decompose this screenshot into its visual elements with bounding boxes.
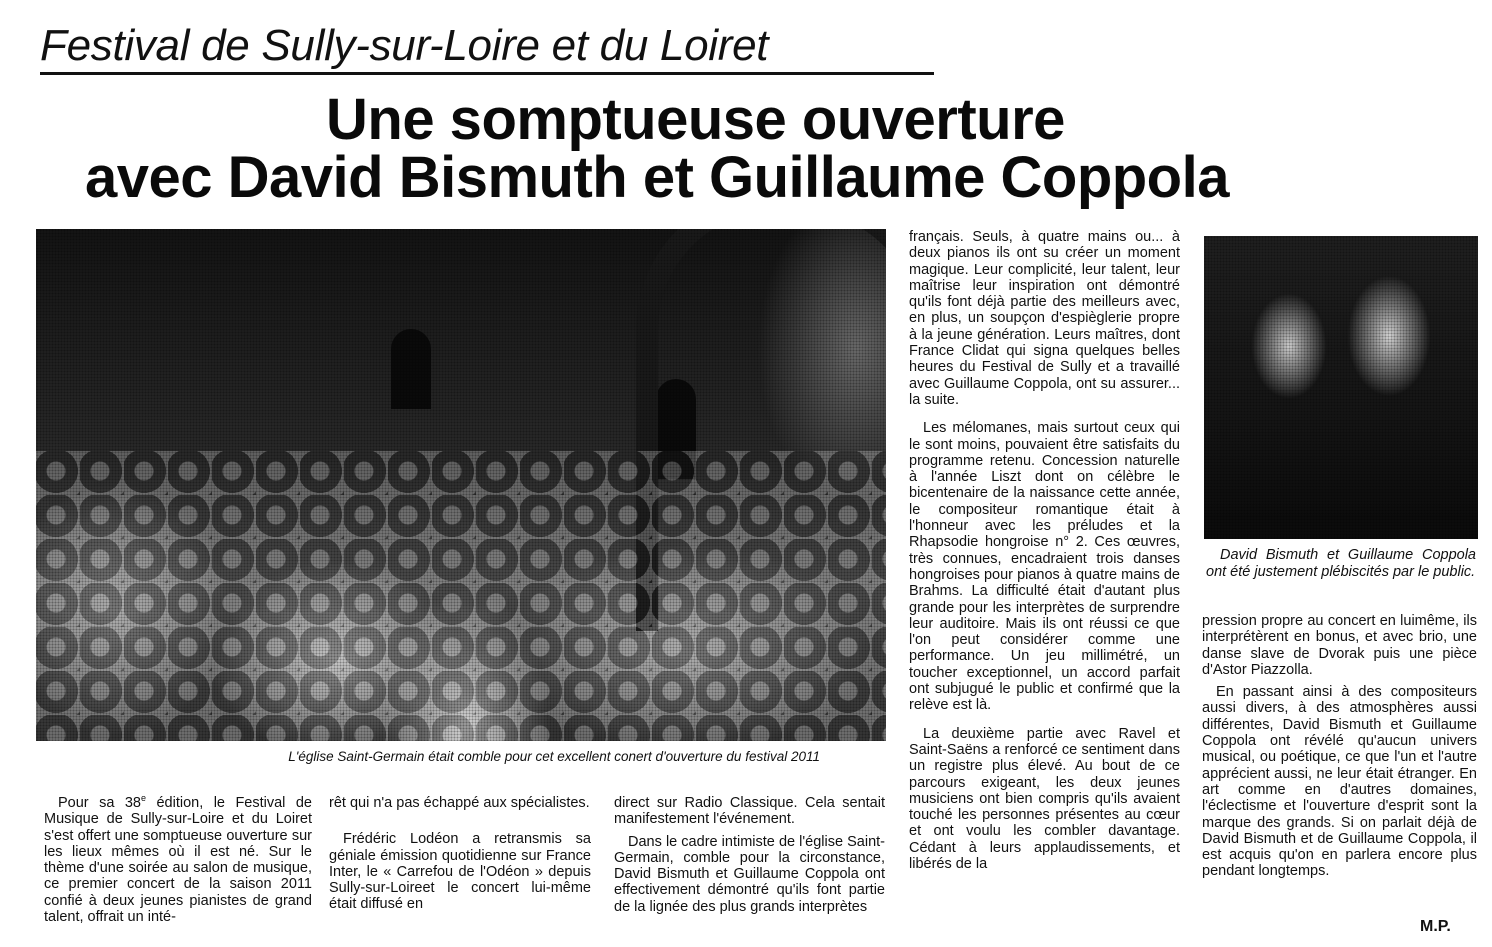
article-column-1 xyxy=(44,795,312,937)
paragraph: rêt qui n'a pas échappé aux spécialistes. xyxy=(329,795,590,811)
paragraph: français. Seuls, à quatre mains ou... à deux pianos ils ont su créer un moment magique. Leur complicité, leur talent, leur maîtrise leur inspiration ont démontré qu'ils font déjà partie des meilleurs avec, en plus, un soupçon d'espièglerie propre à la jeune génération. Leurs maîtres, dont France Clidat qui signa quelques belles heures du Festival de Sully et a travaillé avec Guillaume Coppola, ont su assurer... la suite. xyxy=(909,229,1180,408)
paragraph: pression propre au concert en luimême, ils interprétèrent en bonus, et avec brio, une danse slave de Dvorak puis une pièce d'Astor Piazzolla. xyxy=(1202,613,1477,678)
halftone-overlay xyxy=(1204,236,1478,539)
main-photo-caption: L'église Saint-Germain était comble pour cet excellent conert d'ouverture du festival 2011 xyxy=(288,749,820,764)
paragraph: En passant ainsi à des compositeurs aussi divers, à des atmosphères aussi différentes, David Bismuth et Guillaume Coppola ont révélé qu'aucun univers musical, ou poétique, ce que l'un et l'autre apprécient aussi, ne leur était étranger. En art comme en d'autres domaines, l'éclectisme et l'ouverture d'esprit sont la marque des grands. Si on parlait déjà de David Bismuth et de Guillaume Coppola, il est acquis qu'on en parlera encore plus pendant longtemps. xyxy=(1202,684,1477,880)
article-column-5 xyxy=(1202,613,1477,892)
article-kicker: Festival de Sully-sur-Loire et du Loiret xyxy=(40,22,934,75)
halftone-overlay xyxy=(36,229,886,741)
paragraph-text: Pour sa 38 xyxy=(58,795,141,811)
paragraph: direct sur Radio Classique. Cela sentait manifestement l'événement. xyxy=(614,795,885,828)
article-column-3 xyxy=(614,795,885,927)
paragraph: Les mélomanes, mais surtout ceux qui le sont moins, pouvaient être satisfaits du programme retenu. Concession naturelle à l'année Liszt dont on célèbre le bicentenaire de la naissance cette année, le compositeur romantique était à l'honneur avec les préludes et la Rhapsodie hongroise n° 2. Ces œuvres, très connues, encadraient trois danses hongroises pour pianos à quatre mains de Brahms. La difficulté était d'autant plus grande pour les interprètes de surprendre leur auditoire. Mais ils ont réussi ce que l'on peut considérer comme une performance. Un jeu millimétré, un toucher exceptionnel, un accord parfait ont subjugué le public et confirmé que la relève est là. xyxy=(909,420,1180,714)
paragraph-text: édition, le Festival de Musique de Sully-sur-Loire et du Loiret s'est offert une somptueuse ouverture sur les lieux mêmes où il est né. Sur le thème d'une soirée au salon de musique, ce premier concert de la saison 2011 confié à deux jeunes pianistes de grand talent, offrait un inté- xyxy=(44,795,312,926)
side-photo xyxy=(1204,236,1478,539)
headline-line-2: avec David Bismuth et Guillaume Coppola xyxy=(85,145,1229,210)
author-signature: M.P. xyxy=(1420,918,1451,935)
article-column-4 xyxy=(909,229,1180,884)
side-photo-caption: David Bismuth et Guillaume Coppola ont été justement plébiscités par le public. xyxy=(1206,547,1476,580)
main-photo xyxy=(36,229,886,741)
paragraph: Dans le cadre intimiste de l'église Saint-Germain, comble pour la circonstance, David Bismuth et Guillaume Coppola ont effectivement démontré qu'ils font partie de la lignée des plus grands interprètes xyxy=(614,833,885,915)
article-column-2 xyxy=(329,795,591,925)
paragraph: Frédéric Lodéon a retransmis sa géniale émission quotidienne sur France Inter, le « Carrefou de l'Odéon » depuis Sully-sur-Loireet le concert lui-même était diffusé en xyxy=(329,831,591,913)
headline-line-1: Une somptueuse ouverture xyxy=(326,87,1065,152)
paragraph xyxy=(44,795,312,925)
ordinal-superscript: e xyxy=(141,793,147,804)
paragraph: La deuxième partie avec Ravel et Saint-Saëns a renforcé ce sentiment dans un registre plus élevé. Au bout de ce parcours exigeant, les deux jeunes musiciens ont bien compris qu'ils avaient touché les personnes présentes au cœur et ont voulu les combler davantage. Cédant à leurs applaudissements, et libérés de la xyxy=(909,725,1180,872)
